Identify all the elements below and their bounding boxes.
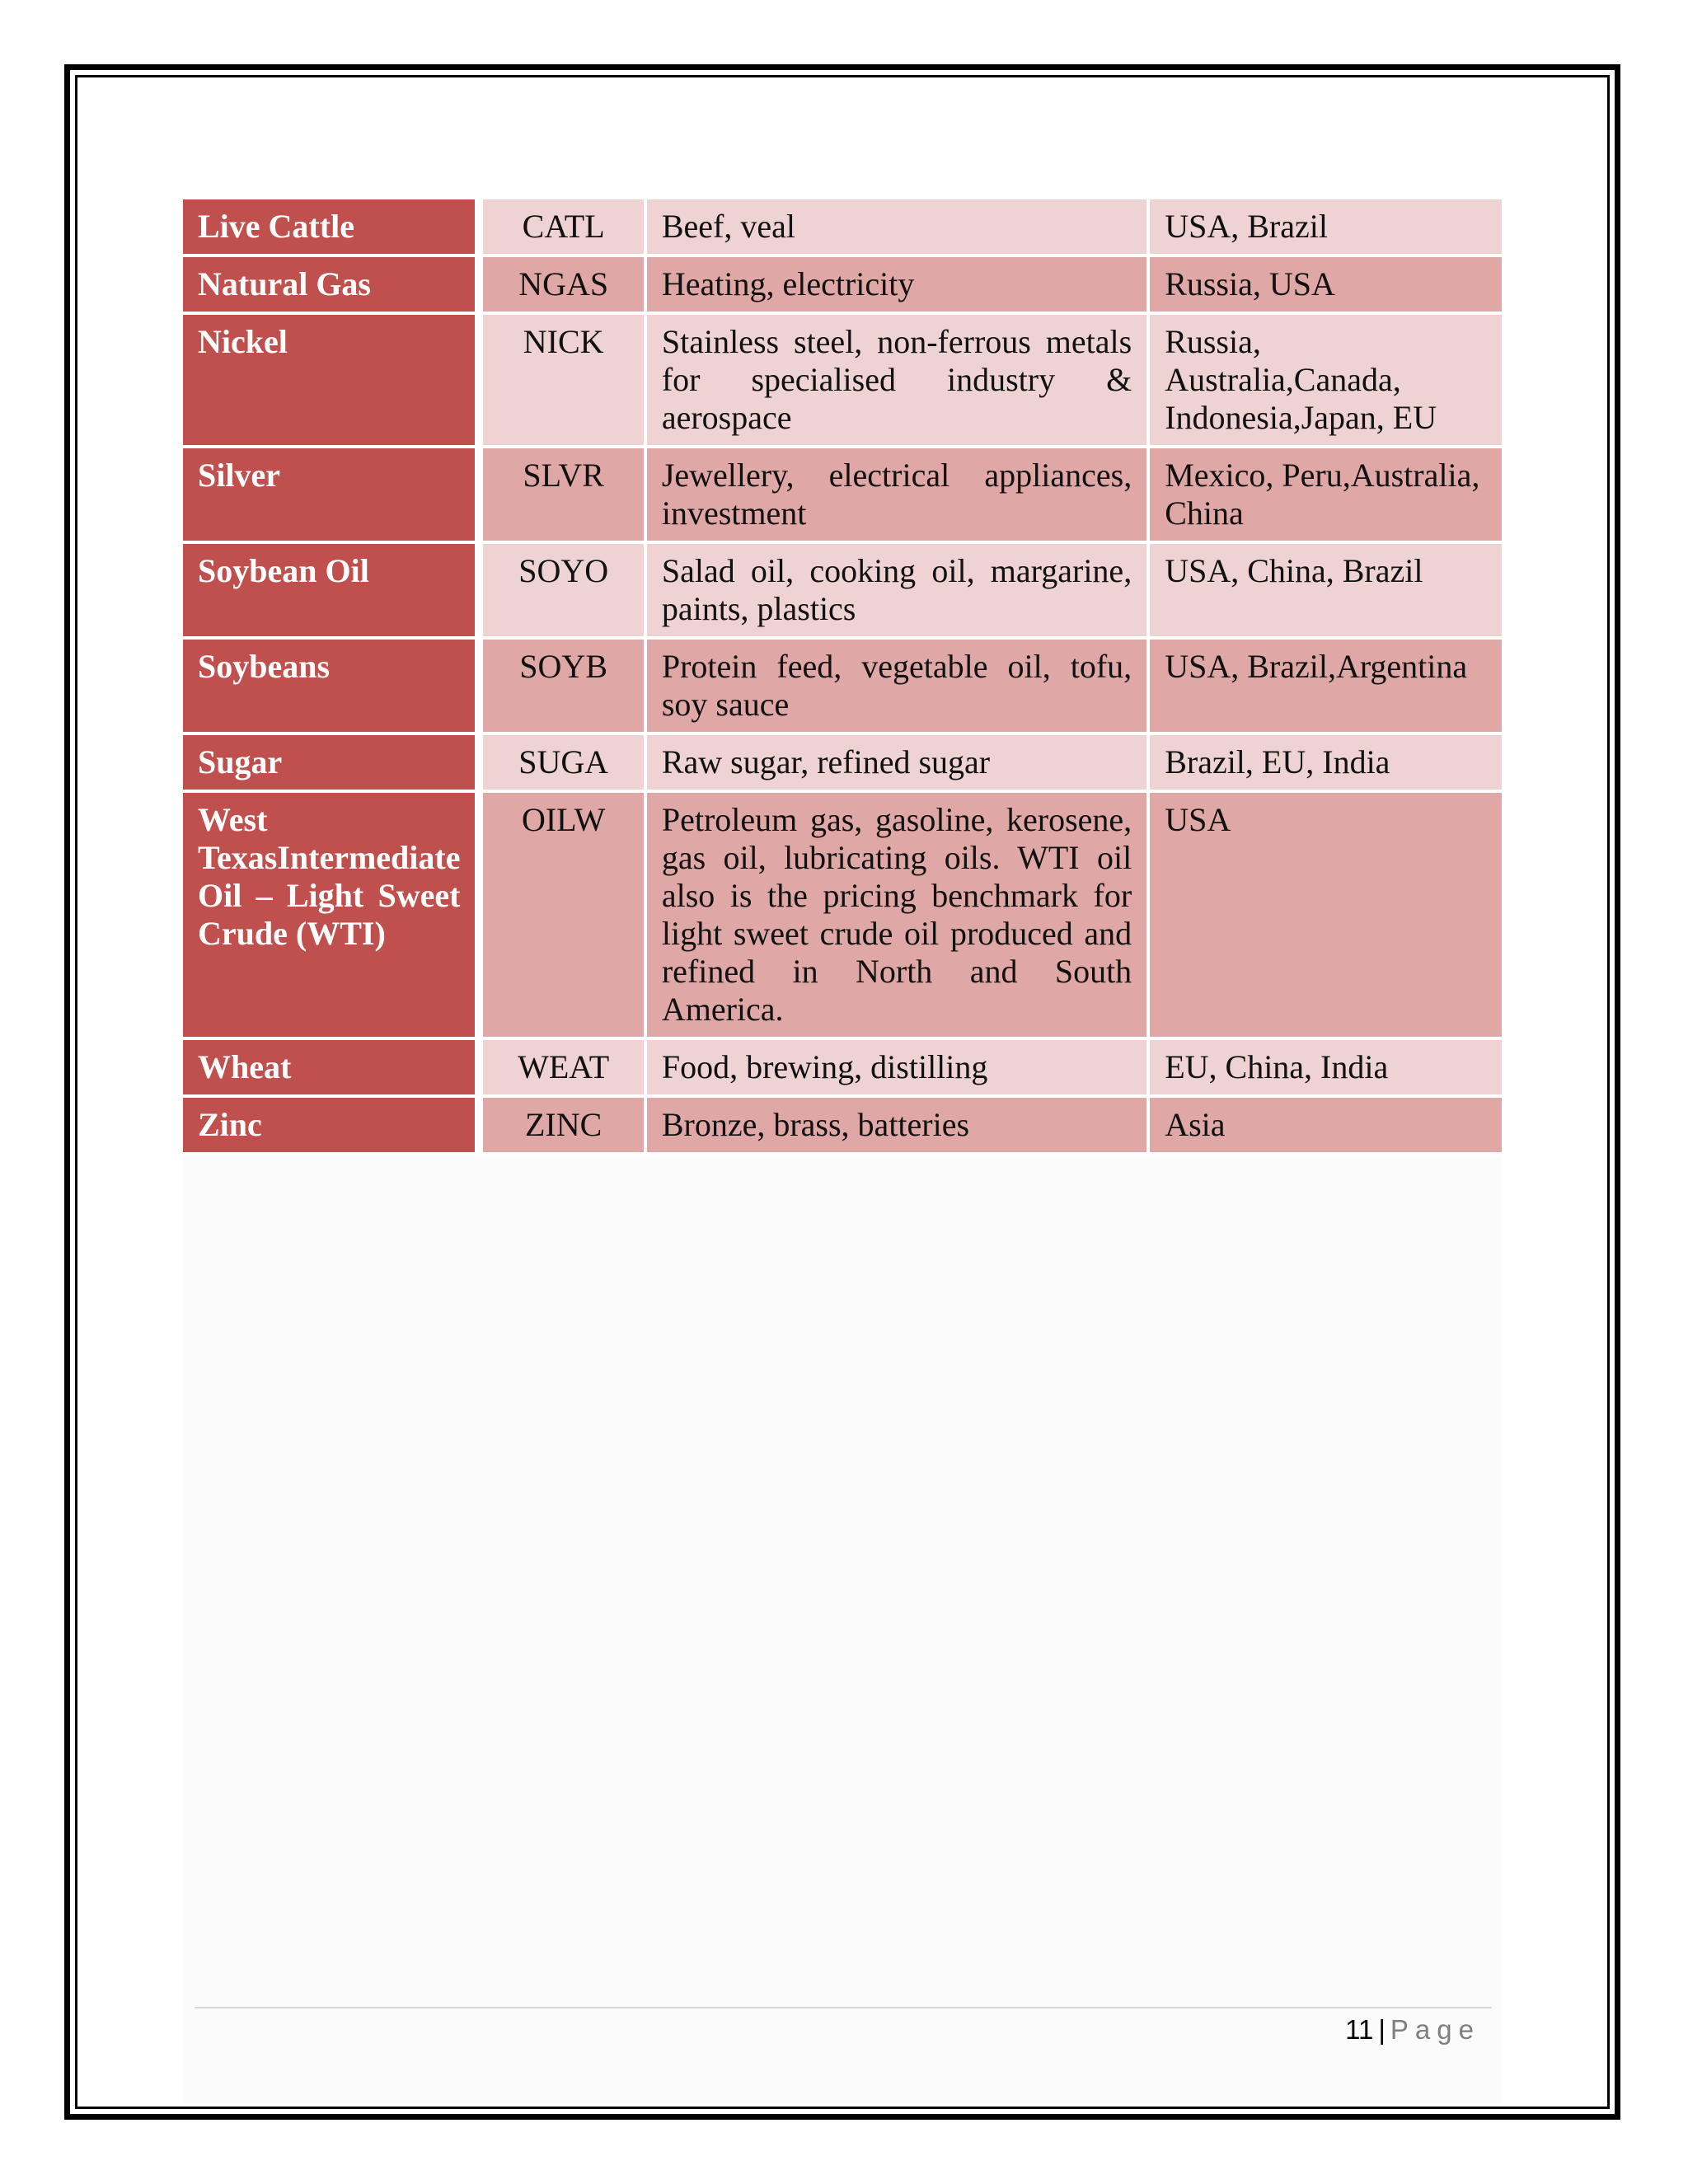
commodity-name-cell: Live Cattle bbox=[183, 199, 483, 257]
commodity-regions-cell: Russia, USA bbox=[1150, 257, 1502, 315]
page-footer bbox=[1345, 2014, 1480, 2046]
commodity-code-cell: SOYO bbox=[483, 544, 646, 640]
commodity-code-cell: SOYB bbox=[483, 640, 646, 735]
commodities-table bbox=[183, 199, 1502, 1155]
commodity-regions-cell: USA bbox=[1150, 793, 1502, 1040]
page-number: 11 bbox=[1345, 2014, 1374, 2045]
commodity-name-cell: Zinc bbox=[183, 1098, 483, 1155]
page-word: Page bbox=[1390, 2014, 1480, 2045]
commodity-uses-cell: Salad oil, cooking oil, margarine, paints, plastics bbox=[647, 544, 1150, 640]
commodity-uses-cell: Food, brewing, distilling bbox=[647, 1040, 1150, 1098]
commodity-uses-cell: Jewellery, electrical appliances, investment bbox=[647, 448, 1150, 544]
commodity-name-cell: Soybeans bbox=[183, 640, 483, 735]
commodity-uses-cell: Stainless steel, non-ferrous metals for specialised industry & aerospace bbox=[647, 315, 1150, 448]
commodity-code-cell: OILW bbox=[483, 793, 646, 1040]
commodity-uses-cell: Raw sugar, refined sugar bbox=[647, 735, 1150, 793]
commodity-uses-cell: Heating, electricity bbox=[647, 257, 1150, 315]
commodity-regions-cell: USA, Brazil bbox=[1150, 199, 1502, 257]
commodity-uses-cell: Beef, veal bbox=[647, 199, 1150, 257]
commodity-regions-cell: Brazil, EU, India bbox=[1150, 735, 1502, 793]
commodity-regions-cell: Asia bbox=[1150, 1098, 1502, 1155]
table-row bbox=[183, 199, 1502, 257]
commodity-name-cell: West TexasIntermediate Oil – Light Sweet Crude (WTI) bbox=[183, 793, 483, 1040]
commodity-uses-cell: Petroleum gas, gasoline, kerosene, gas oil, lubricating oils. WTI oil also is the pricing benchmark for light sweet crude oil produced and refined in North and South America. bbox=[647, 793, 1150, 1040]
commodity-uses-cell: Bronze, brass, batteries bbox=[647, 1098, 1150, 1155]
commodity-name-cell: Soybean Oil bbox=[183, 544, 483, 640]
table-row bbox=[183, 735, 1502, 793]
table-row bbox=[183, 257, 1502, 315]
table-row bbox=[183, 640, 1502, 735]
table-row bbox=[183, 544, 1502, 640]
table-row bbox=[183, 793, 1502, 1040]
commodity-code-cell: SUGA bbox=[483, 735, 646, 793]
commodity-name-cell: Nickel bbox=[183, 315, 483, 448]
commodity-regions-cell: Russia, Australia,Canada, Indonesia,Japan, EU bbox=[1150, 315, 1502, 448]
commodity-regions-cell: USA, China, Brazil bbox=[1150, 544, 1502, 640]
table-row bbox=[183, 448, 1502, 544]
commodity-name-cell: Sugar bbox=[183, 735, 483, 793]
commodity-uses-cell: Protein feed, vegetable oil, tofu, soy sauce bbox=[647, 640, 1150, 735]
commodity-code-cell: SLVR bbox=[483, 448, 646, 544]
commodity-name-cell: Silver bbox=[183, 448, 483, 544]
commodity-code-cell: NICK bbox=[483, 315, 646, 448]
commodity-code-cell: NGAS bbox=[483, 257, 646, 315]
commodities-table-body bbox=[183, 199, 1502, 1155]
commodity-name-cell: Wheat bbox=[183, 1040, 483, 1098]
footer-separator: | bbox=[1378, 2014, 1386, 2045]
commodity-regions-cell: USA, Brazil,Argentina bbox=[1150, 640, 1502, 735]
commodity-name-cell: Natural Gas bbox=[183, 257, 483, 315]
table-row bbox=[183, 315, 1502, 448]
table-row bbox=[183, 1040, 1502, 1098]
commodity-code-cell: CATL bbox=[483, 199, 646, 257]
commodity-code-cell: ZINC bbox=[483, 1098, 646, 1155]
page-background-shade bbox=[183, 1114, 1502, 2103]
footer-rule bbox=[195, 2007, 1492, 2008]
commodity-regions-cell: EU, China, India bbox=[1150, 1040, 1502, 1098]
table-row bbox=[183, 1098, 1502, 1155]
commodity-regions-cell: Mexico, Peru,Australia, China bbox=[1150, 448, 1502, 544]
commodity-code-cell: WEAT bbox=[483, 1040, 646, 1098]
